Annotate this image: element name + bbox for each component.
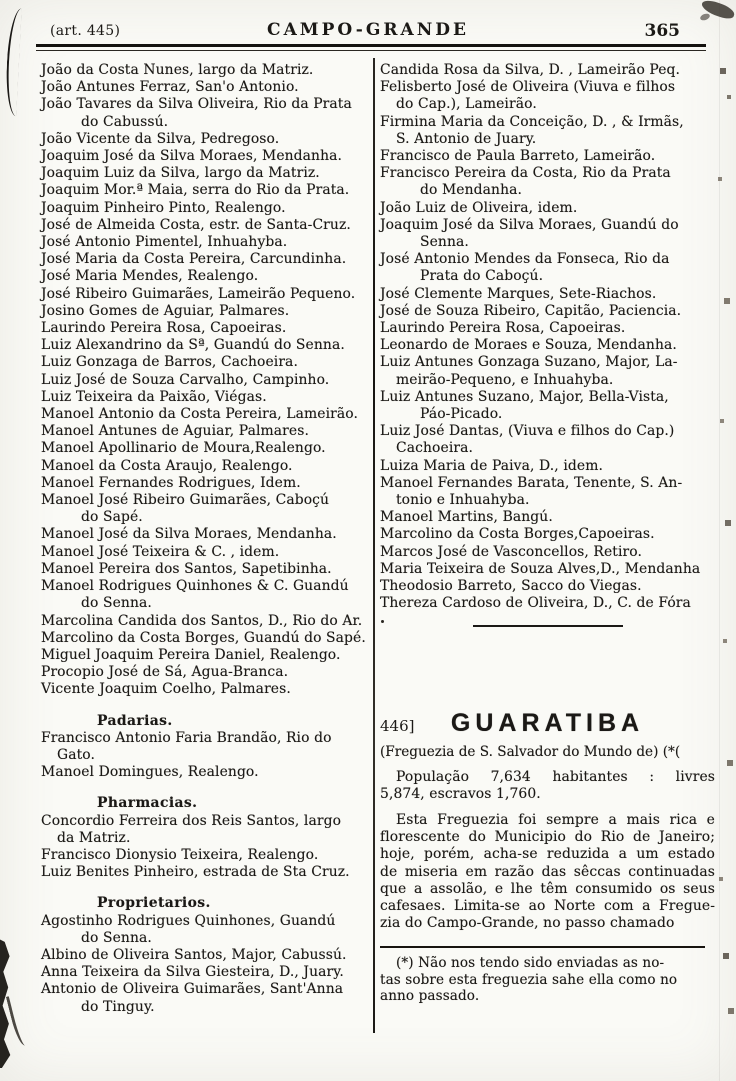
directory-entry: do Senna. bbox=[81, 595, 152, 612]
directory-entry: da Matriz. bbox=[57, 829, 131, 846]
directory-entry: Luiz José de Souza Carvalho, Campinho. bbox=[41, 371, 330, 388]
directory-entry: Marcolino da Costa Borges,Capoeiras. bbox=[380, 526, 655, 543]
directory-entry: Luiz Antunes Suzano, Major, Bella-Vista, bbox=[380, 388, 669, 405]
directory-entry: Marcolino da Costa Borges, Guandú do Sapé. bbox=[41, 629, 366, 646]
directory-entry: Vicente Joaquim Coelho, Palmares. bbox=[41, 681, 291, 698]
directory-entry: Anna Teixeira da Silva Giesteira, D., Juary. bbox=[41, 964, 344, 981]
directory-entry: Manoel José Teixeira & C. , idem. bbox=[41, 543, 280, 560]
directory-entry: Theodosio Barreto, Sacco do Viegas. bbox=[380, 578, 642, 595]
directory-entry: tonio e Inhuahyba. bbox=[396, 492, 530, 509]
scan-artifact-bottom-left-hook bbox=[6, 995, 27, 1048]
scan-artifact-top-right-smudge bbox=[700, 0, 736, 21]
scan-artifact-bottom-left-streak bbox=[0, 938, 11, 1068]
directory-entry: Joaquim Pinheiro Pinto, Realengo. bbox=[41, 199, 286, 216]
directory-entry: João da Costa Nunes, largo da Matriz. bbox=[41, 62, 314, 78]
directory-entry: Laurindo Pereira Rosa, Capoeiras. bbox=[380, 320, 626, 337]
directory-entry: Cachoeira. bbox=[396, 440, 473, 457]
directory-entry: José de Souza Ribeiro, Capitão, Paciencia. bbox=[380, 302, 682, 319]
directory-entry: João Luiz de Oliveira, idem. bbox=[380, 199, 578, 216]
directory-entry: José Maria da Costa Pereira, Carcundinha. bbox=[41, 251, 347, 268]
directory-entry: Francisco Dionysio Teixeira, Realengo. bbox=[41, 846, 319, 863]
directory-entry: José Ribeiro Guimarães, Lameirão Pequeno. bbox=[41, 285, 356, 302]
scan-artifact-fold-line bbox=[719, 0, 720, 1081]
page-header bbox=[0, 20, 736, 44]
directory-entry: Joaquim Luiz da Silva, largo da Matriz. bbox=[41, 165, 320, 182]
page-title: CAMPO-GRANDE bbox=[267, 20, 469, 40]
directory-entry: Firmina Maria da Conceição, D. , & Irmãs, bbox=[380, 113, 684, 130]
directory-entry: Manoel Martins, Bangú. bbox=[380, 509, 553, 526]
directory-entry: Antonio de Oliveira Guimarães, Sant'Anna bbox=[41, 981, 344, 998]
directory-entry: Luiza Maria de Paiva, D., idem. bbox=[380, 457, 603, 474]
directory-entry: Francisco Antonio Faria Brandão, Rio do bbox=[41, 729, 332, 746]
guaratiba-heading bbox=[380, 709, 715, 741]
paragraph-line: hoje, porém, acha-se reduzida a um estado bbox=[380, 846, 715, 863]
directory-entry: Laurindo Pereira Rosa, Capoeiras. bbox=[41, 320, 287, 337]
directory-entry: Procopio José de Sá, Agua-Branca. bbox=[41, 664, 289, 681]
section-heading: Pharmacias. bbox=[97, 795, 198, 812]
directory-entry: do Cabussú. bbox=[81, 113, 169, 130]
paragraph-line: Esta Freguezia foi sempre a mais rica e bbox=[396, 811, 715, 828]
scan-artifact-edge-speckles bbox=[0, 0, 2, 2]
directory-entry: Gato. bbox=[57, 746, 95, 763]
directory-entry: Manoel Domingues, Realengo. bbox=[41, 764, 259, 781]
directory-entry: Manoel José da Silva Moraes, Mendanha. bbox=[41, 526, 337, 543]
footnote-line: (*) Não nos tendo sido enviadas as no- bbox=[396, 955, 665, 972]
directory-entry: Luiz Gonzaga de Barros, Cachoeira. bbox=[41, 354, 298, 371]
directory-list-right bbox=[380, 62, 715, 613]
directory-entry: do Sapé. bbox=[81, 509, 143, 526]
paragraph-line: População 7,634 habitantes : livres bbox=[396, 768, 715, 785]
paragraph-line: zia do Campo-Grande, no passo chamado bbox=[380, 915, 675, 932]
directory-entry: João Tavares da Silva Oliveira, Rio da Prata bbox=[41, 96, 352, 113]
directory-entry: Francisco Pereira da Costa, Rio da Prata bbox=[380, 165, 671, 182]
directory-entry: Manoel Fernandes Rodrigues, Idem. bbox=[41, 474, 301, 491]
directory-entry: Luiz Antunes Gonzaga Suzano, Major, La- bbox=[380, 354, 678, 371]
article-reference: (art. 445) bbox=[50, 23, 121, 39]
paragraph-line: de miseria em razão das sêccas continuadas bbox=[380, 863, 715, 880]
footnote-rule bbox=[380, 946, 705, 948]
directory-entry: José Antonio Mendes da Fonseca, Rio da bbox=[380, 251, 670, 268]
section-subtitle: (Freguezia de S. Salvador do Mundo de) (*( bbox=[380, 743, 681, 760]
footnote-line: tas sobre esta freguezia sahe ella como no bbox=[380, 971, 678, 988]
directory-entry: José de Almeida Costa, estr. de Santa-Cruz. bbox=[41, 216, 351, 233]
directory-entry: Luiz Benites Pinheiro, estrada de Sta Cruz. bbox=[41, 864, 350, 881]
directory-entry: Joaquim José da Silva Moraes, Guandú do bbox=[380, 216, 679, 233]
directory-entry: José Maria Mendes, Realengo. bbox=[41, 268, 259, 285]
directory-entry: do Mendanha. bbox=[420, 182, 523, 199]
population-paragraph bbox=[380, 769, 715, 803]
paragraph-line: que a assolão, e lhe têm consumido os seus bbox=[380, 880, 715, 897]
directory-entry: Senna. bbox=[420, 234, 469, 251]
directory-entry: José Clemente Marques, Sete-Riachos. bbox=[380, 285, 657, 302]
footnote bbox=[380, 955, 715, 1005]
paragraph-line: florescente do Municipio do Rio de Janeiro; bbox=[380, 829, 715, 846]
directory-entry: João Vicente da Silva, Pedregoso. bbox=[41, 130, 280, 147]
directory-entry: do Senna. bbox=[81, 929, 152, 946]
directory-entry: Luiz Alexandrino da Sª, Guandú do Senna. bbox=[41, 337, 345, 354]
directory-entry: Manoel Pereira dos Santos, Sapetibinha. bbox=[41, 560, 332, 577]
section-divider-rule bbox=[473, 625, 623, 627]
directory-entry: João Antunes Ferraz, San'o Antonio. bbox=[41, 79, 299, 96]
description-paragraph bbox=[380, 812, 715, 932]
directory-entry: Francisco de Paula Barreto, Lameirão. bbox=[380, 148, 656, 165]
directory-entry: Joaquim Mor.ª Maia, serra do Rio da Prata. bbox=[41, 182, 350, 199]
directory-entry: Maria Teixeira de Souza Alves,D., Mendanha bbox=[380, 560, 701, 577]
directory-entry: Manoel Antunes de Aguiar, Palmares. bbox=[41, 423, 309, 440]
directory-entry: meirão-Pequeno, e Inhuahyba. bbox=[396, 371, 614, 388]
footnote-line: anno passado. bbox=[380, 988, 480, 1005]
page-number: 365 bbox=[644, 21, 680, 41]
directory-entry: Albino de Oliveira Santos, Major, Cabussú. bbox=[41, 946, 347, 963]
directory-entry: Luiz José Dantas, (Viuva e filhos do Cap.) bbox=[380, 423, 675, 440]
directory-entry: Marcos José de Vasconcellos, Retiro. bbox=[380, 543, 642, 560]
directory-entry: Thereza Cardoso de Oliveira, D., C. de Fóra bbox=[380, 595, 691, 612]
directory-column-left bbox=[41, 62, 374, 1016]
directory-entry: S. Antonio de Juary. bbox=[396, 130, 537, 147]
article-number: 446] bbox=[380, 716, 415, 735]
header-rule bbox=[36, 44, 706, 51]
directory-entry: Manoel José Ribeiro Guimarães, Caboçú bbox=[41, 492, 330, 509]
directory-entry: Miguel Joaquim Pereira Daniel, Realengo. bbox=[41, 646, 341, 663]
section-heading: Proprietarios. bbox=[97, 895, 211, 912]
directory-entry: Manoel da Costa Araujo, Realengo. bbox=[41, 457, 293, 474]
directory-entry: Manoel Rodrigues Quinhones & C. Guandú bbox=[41, 578, 349, 595]
directory-entry: Josino Gomes de Aguiar, Palmares. bbox=[41, 302, 290, 319]
section-title: GUARATIBA bbox=[450, 708, 645, 737]
directory-entry: José Antonio Pimentel, Inhuahyba. bbox=[41, 234, 288, 251]
directory-entry: Manoel Antonio da Costa Pereira, Lameirão. bbox=[41, 406, 358, 423]
directory-column-right bbox=[380, 62, 715, 1005]
directory-entry: Manoel Fernandes Barata, Tenente, S. An- bbox=[380, 474, 683, 491]
directory-entry: Agostinho Rodrigues Quinhones, Guandú bbox=[41, 912, 336, 929]
directory-entry: Concordio Ferreira dos Reis Santos, largo bbox=[41, 812, 342, 829]
directory-entry: Manoel Apollinario de Moura,Realengo. bbox=[41, 440, 326, 457]
directory-entry: Prata do Caboçú. bbox=[420, 268, 544, 285]
directory-entry: Candida Rosa da Silva, D. , Lameirão Peq. bbox=[380, 62, 681, 78]
directory-entry: do Cap.), Lameirão. bbox=[396, 96, 537, 113]
section-heading: Padarias. bbox=[97, 712, 173, 729]
paragraph-line: cafesaes. Limita-se ao Norte com a Fregue- bbox=[380, 897, 715, 914]
paragraph-line: 5,874, escravos 1,760. bbox=[380, 785, 541, 802]
directory-entry: Luiz Teixeira da Paixão, Viégas. bbox=[41, 388, 267, 405]
directory-entry: Marcolina Candida dos Santos, D., Rio do Ar. bbox=[41, 612, 363, 629]
directory-entry: do Tinguy. bbox=[81, 998, 155, 1015]
directory-entry: Joaquim José da Silva Moraes, Mendanha. bbox=[41, 148, 343, 165]
directory-entry: Páo-Picado. bbox=[420, 406, 503, 423]
directory-entry: Felisberto José de Oliveira (Viuva e filhos bbox=[380, 79, 676, 96]
directory-entry: Leonardo de Moraes e Souza, Mendanha. bbox=[380, 337, 677, 354]
